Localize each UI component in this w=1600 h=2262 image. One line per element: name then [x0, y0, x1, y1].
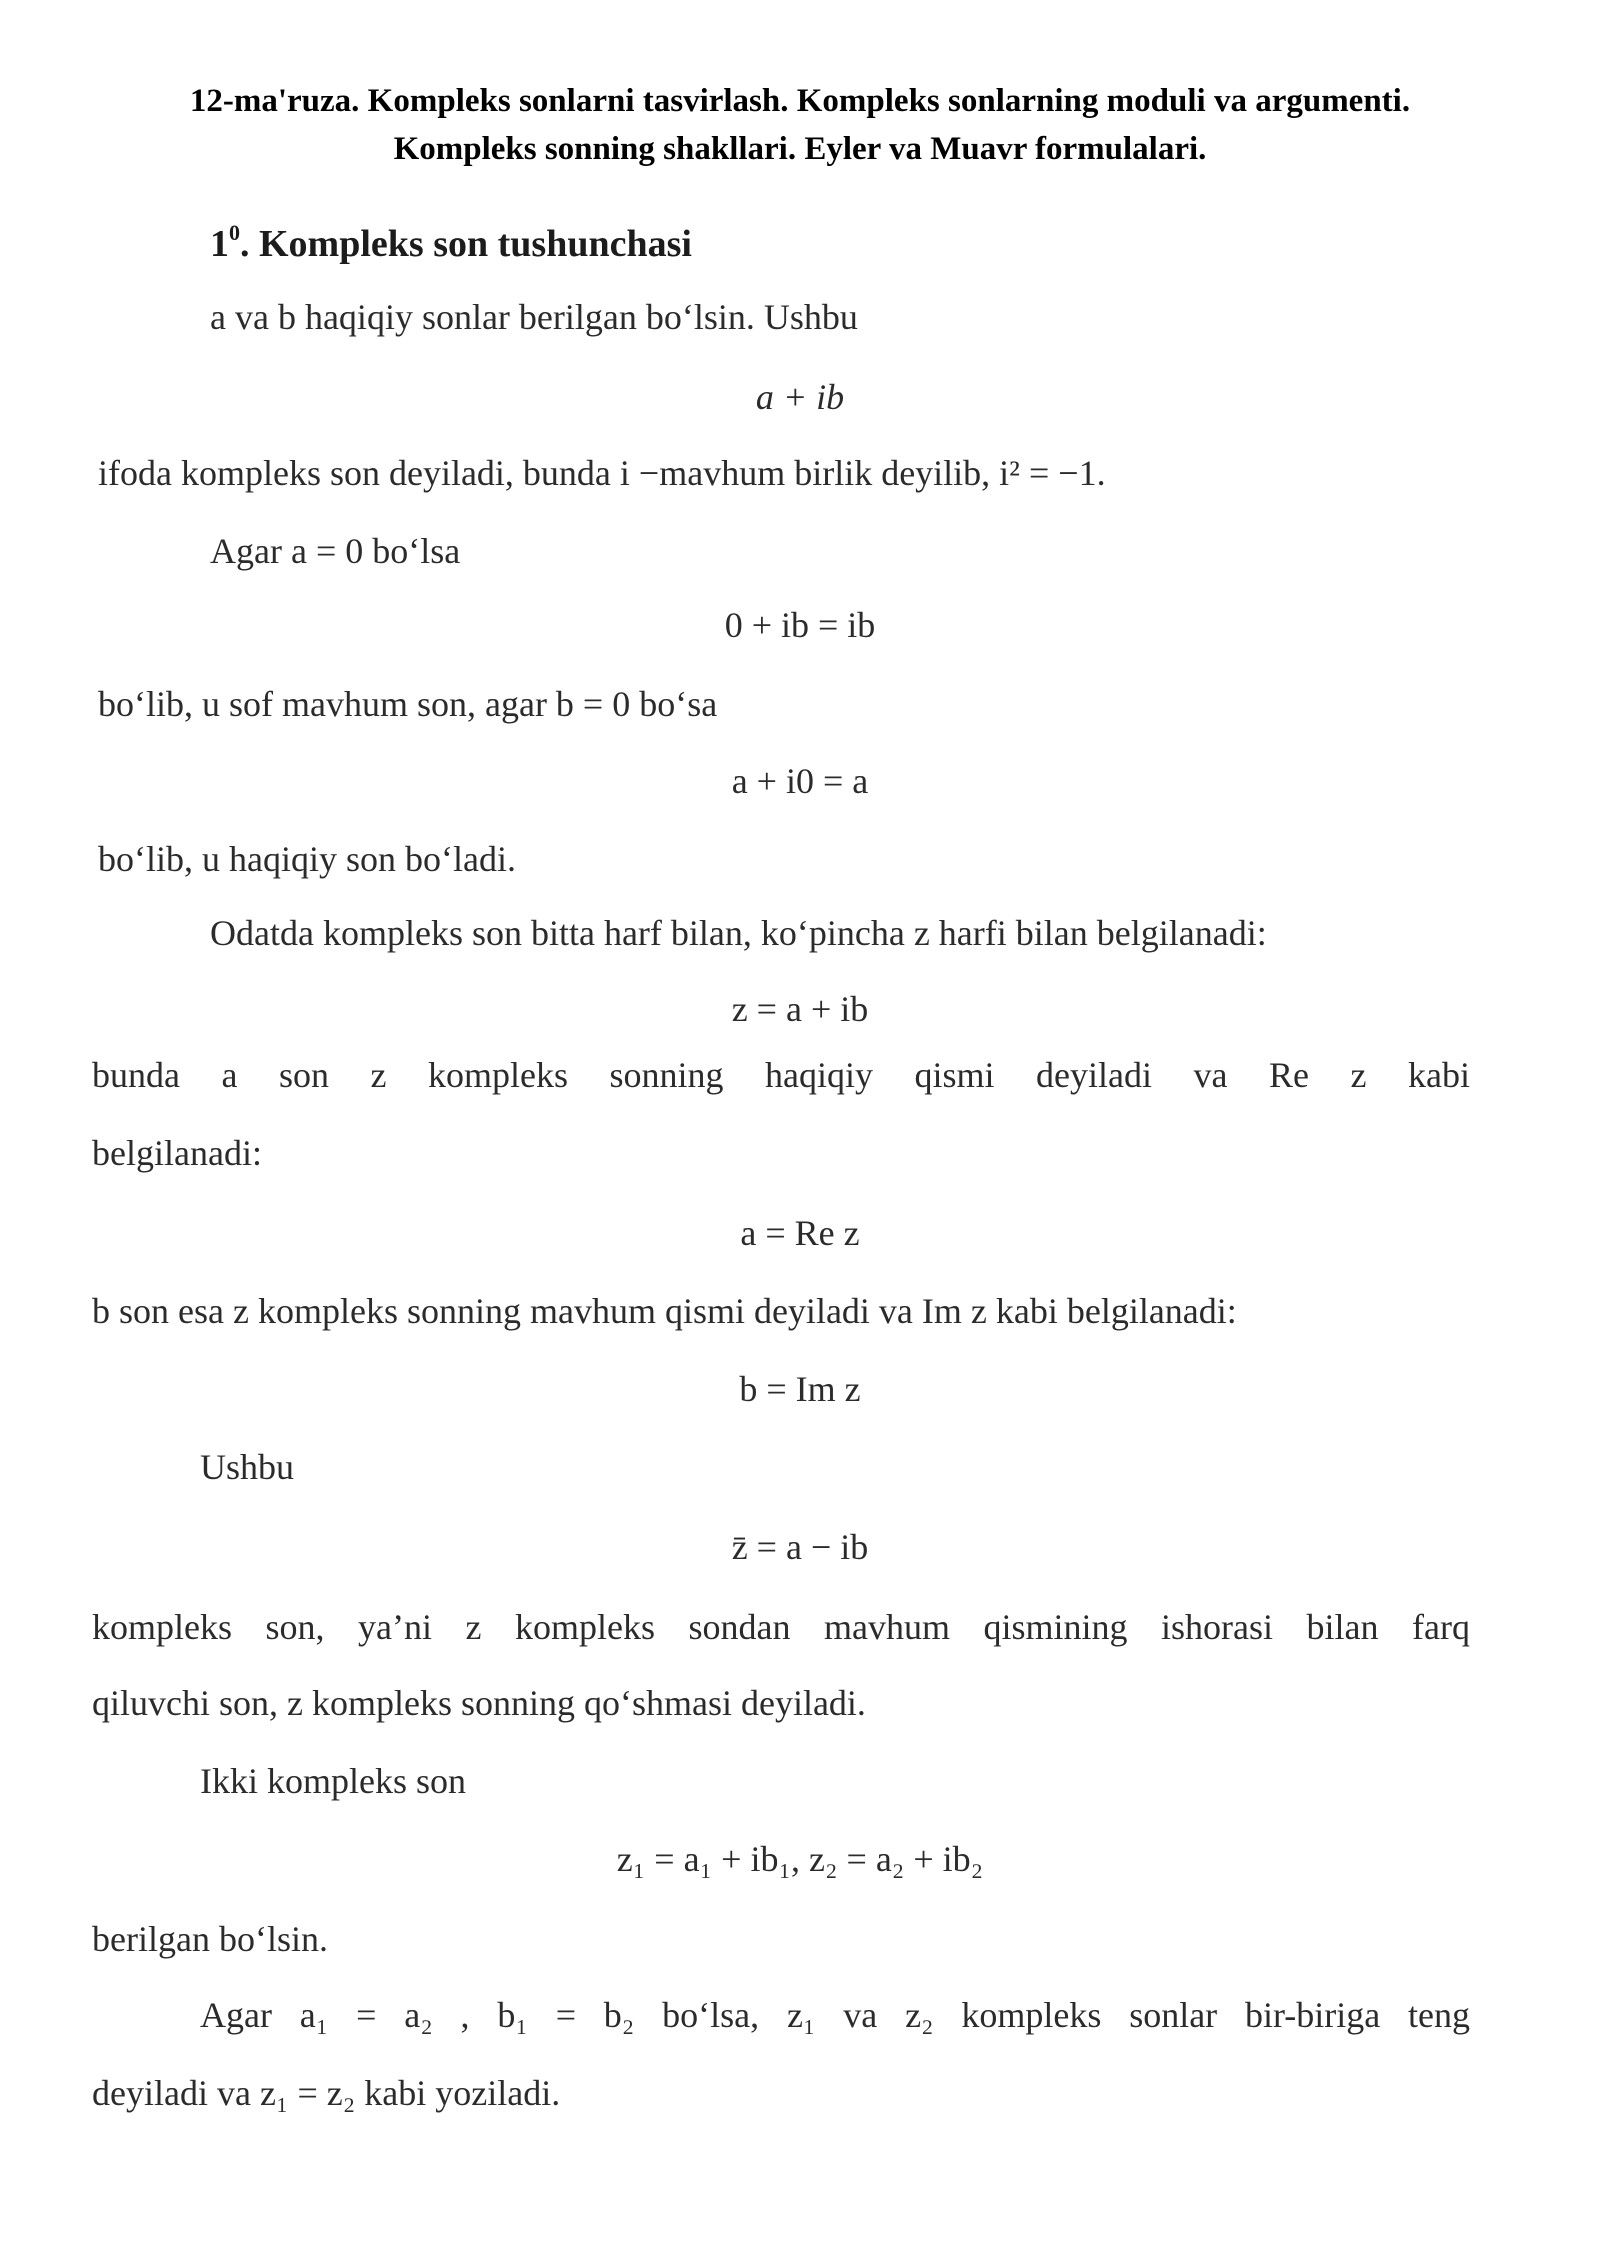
paragraph-line: bo‘lib, u haqiqiy son bo‘ladi. [98, 839, 516, 879]
formula-text: a + i0 = a [731, 761, 869, 801]
section-superscript: 0 [229, 220, 240, 245]
paragraph-line: qiluvchi son, z kompleks sonning qo‘shmasi deyiladi. [92, 1683, 866, 1723]
formula-pure-imaginary [0, 604, 1600, 646]
formula-text: z₁ = a₁ + ib₁, z₂ = a₂ + ib₂ [616, 1839, 984, 1879]
lecture-title-line-1: 12-ma'ruza. Kompleks sonlarni tasvirlash. Kompleks sonlarning moduli va argumenti. [189, 83, 1411, 119]
paragraph-line: ifoda kompleks son deyiladi, bunda i −mavhum birlik deyilib, i² = −1. [98, 453, 1106, 493]
paragraph-line: Ikki kompleks son [200, 1761, 466, 1801]
formula-text: z = a + ib [731, 989, 869, 1029]
formula-text: 0 + ib = ib [724, 605, 876, 645]
paragraph-line: deyiladi va z₁ = z₂ kabi yoziladi. [92, 2073, 561, 2113]
paragraph-line: a va b haqiqiy sonlar berilgan bo‘lsin. Ushbu [210, 297, 858, 337]
formula-text: a + ib [755, 377, 845, 417]
formula-conjugate [0, 1526, 1600, 1568]
formula-text: a = Re z [740, 1213, 860, 1253]
section-number: 1 [210, 223, 229, 265]
paragraph-line: belgilanadi: [92, 1133, 262, 1173]
paragraph-line: b son esa z kompleks sonning mavhum qismi deyiladi va Im z kabi belgilanadi: [92, 1291, 1237, 1331]
formula-z-definition [0, 988, 1600, 1030]
formula-real [0, 760, 1600, 802]
paragraph-line: Ushbu [200, 1447, 295, 1487]
paragraph-line-justified: bunda a son z kompleks sonning haqiqiy qismi deyiladi va Re z kabi [92, 1055, 1470, 1095]
paragraph-line-justified: Agar a₁ = a₂ , b₁ = b₂ bo‘lsa, z₁ va z₂ kompleks sonlar bir-biriga teng [200, 1995, 1470, 2035]
paragraph-line: bo‘lib, u sof mavhum son, agar b = 0 bo‘sa [98, 684, 718, 724]
paragraph-line: Agar a = 0 bo‘lsa [210, 531, 461, 571]
formula-imaginary-part [0, 1368, 1600, 1410]
formula-text: z̄ = a − ib [731, 1527, 869, 1567]
formula-two-complex-numbers [0, 1838, 1600, 1880]
formula-text: b = Im z [739, 1369, 861, 1409]
section-heading-text: . Kompleks son tushunchasi [240, 223, 692, 265]
formula-complex-number [0, 376, 1600, 418]
paragraph-line: Odatda kompleks son bitta harf bilan, ko‘pincha z harfi bilan belgilanadi: [210, 913, 1267, 953]
section-heading [210, 220, 692, 266]
formula-real-part [0, 1212, 1600, 1254]
lecture-title-line-2: Kompleks sonning shakllari. Eyler va Muavr formulalari. [393, 131, 1207, 167]
paragraph-line: berilgan bo‘lsin. [92, 1919, 328, 1959]
paragraph-line-justified: kompleks son, ya’ni z kompleks sondan mavhum qismining ishorasi bilan farq [92, 1607, 1470, 1647]
